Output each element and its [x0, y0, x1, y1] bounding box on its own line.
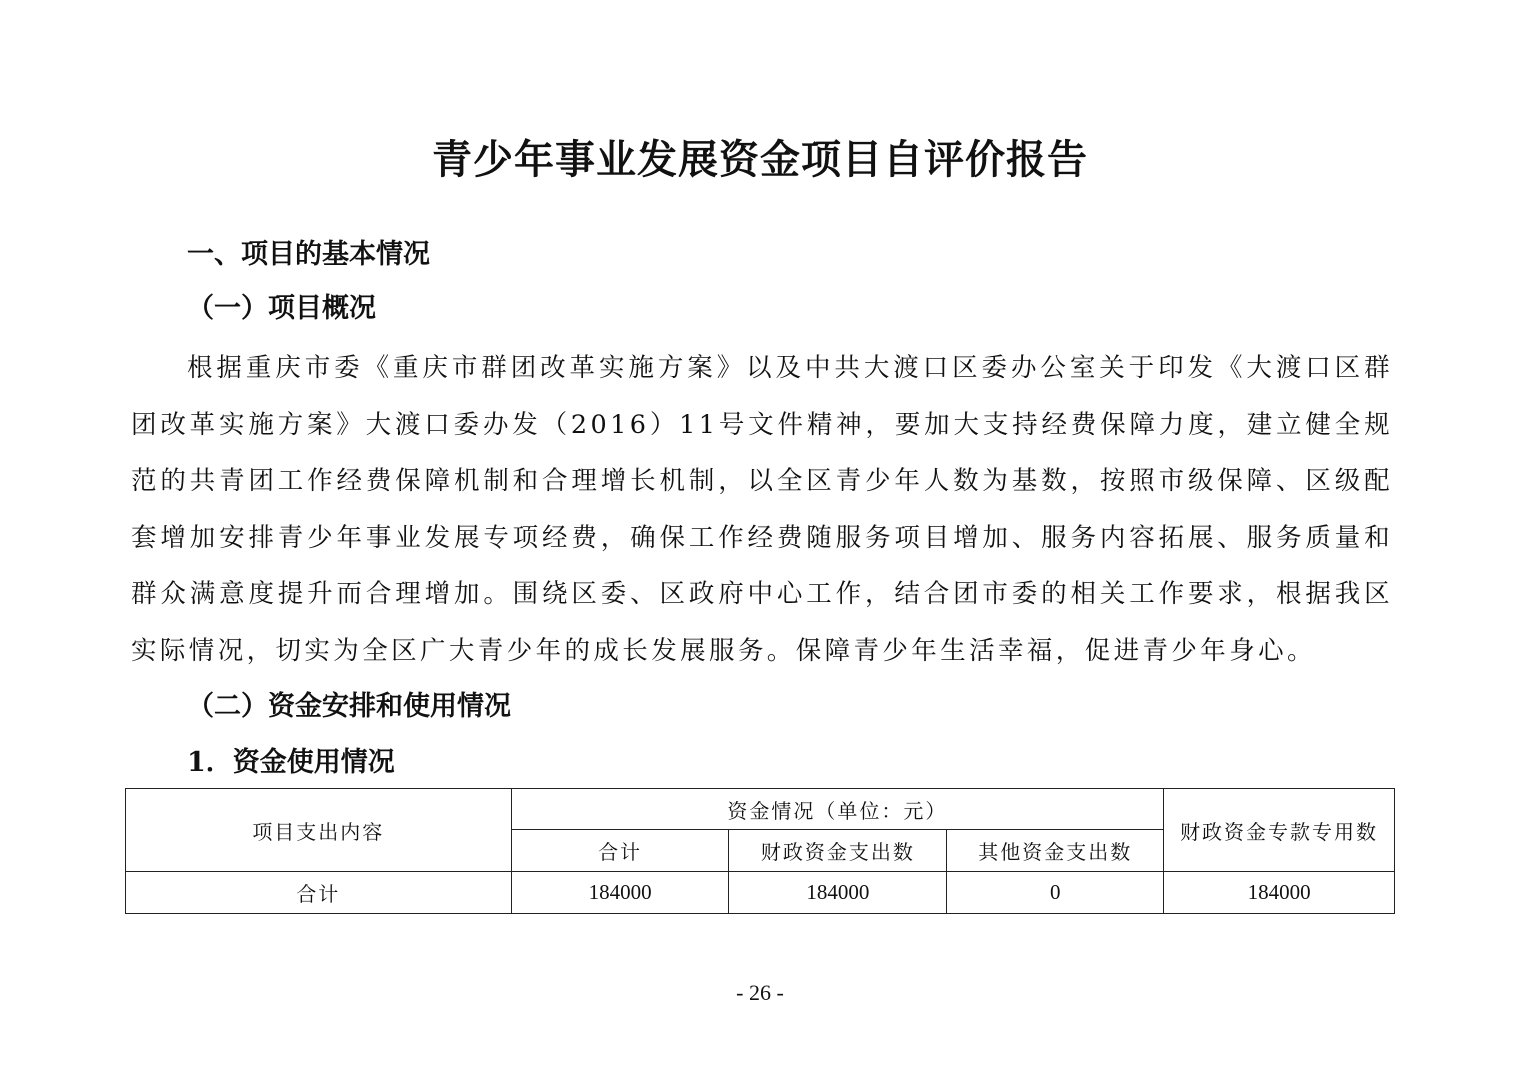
- header-fiscal-expense: 财政资金支出数: [729, 830, 947, 872]
- header-special-use: 财政资金专款专用数: [1164, 789, 1395, 872]
- document-title: 青少年事业发展资金项目自评价报告: [432, 136, 1088, 183]
- cell-row-label: 合计: [126, 872, 512, 914]
- header-other-expense: 其他资金支出数: [947, 830, 1164, 872]
- cell-total: 184000: [511, 872, 729, 914]
- page-number: - 26 -: [736, 980, 784, 1005]
- item-heading-fund-usage: 1．资金使用情况: [187, 747, 395, 778]
- subsection-heading-funds: （二）资金安排和使用情况: [187, 691, 511, 722]
- cell-fiscal: 184000: [729, 872, 947, 914]
- cell-special: 184000: [1164, 872, 1395, 914]
- overview-paragraph: 根据重庆市委《重庆市群团改革实施方案》以及中共大渡口区委办公室关于印发《大渡口区群团改革实施方案》大渡口委办发（2016）11号文件精神，要加大支持经费保障力度，建立健全规范的共青团工作经费保障机制和合理增长机制，以全区青少年人数为基数，按照市级保障、区级配套增加安排青少年事业发展专项经费，确保工作经费随服务项目增加、服务内容拓展、服务质量和群众满意度提升而合理增加。围绕区委、区政府中心工作，结合团市委的相关工作要求，根据我区实际情况，切实为全区广大青少年的成长发展服务。保障青少年生活幸福，促进青少年身心。: [131, 353, 1393, 666]
- header-total: 合计: [511, 830, 729, 872]
- fund-usage-table: [125, 788, 1395, 914]
- table-header-row: [126, 789, 1395, 830]
- subsection-heading-overview: （一）项目概况: [187, 293, 376, 324]
- header-funds-group: 资金情况（单位：元）: [511, 789, 1163, 830]
- table-row: [126, 872, 1395, 914]
- section-heading-basic-info: 一、项目的基本情况: [187, 239, 430, 270]
- header-project-content: 项目支出内容: [126, 789, 512, 872]
- cell-other: 0: [947, 872, 1164, 914]
